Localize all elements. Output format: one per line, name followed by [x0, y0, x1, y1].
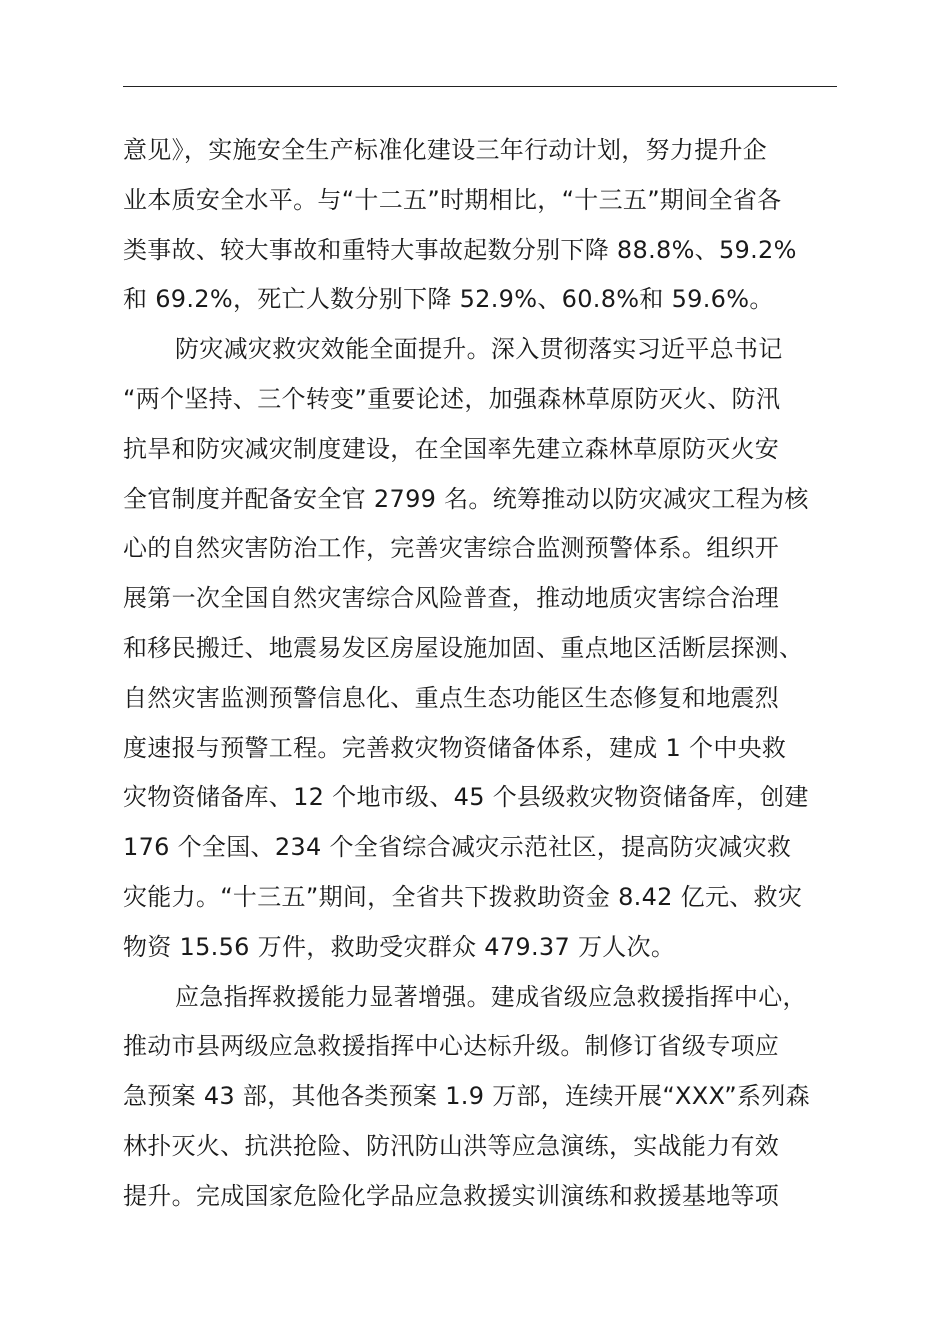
paragraph-safety-standard — [123, 126, 837, 325]
text-line: 心的自然灾害防治工作，完善灾害综合监测预警体系。组织开 — [123, 534, 780, 563]
text-line: 防灾减灾救灾效能全面提升。深入贯彻落实习近平总书记 — [175, 335, 783, 364]
text-line: 应急指挥救援能力显著增强。建成省级应急救援指挥中心， — [175, 982, 807, 1011]
text-line: 度速报与预警工程。完善救灾物资储备体系，建成 1 个中央救 — [123, 733, 787, 762]
text-line: 176 个全国、234 个全省综合减灾示范社区，提高防灾减灾救 — [123, 833, 792, 862]
text-line: 灾物资储备库、12 个地市级、45 个县级救灾物资储备库，创建 — [123, 783, 809, 812]
text-line: 意见》，实施安全生产标准化建设三年行动计划，努力提升企 — [123, 136, 768, 164]
header-rule — [123, 86, 837, 87]
text-line: 业本质安全水平。与“十二五”时期相比，“十三五”期间全省各 — [123, 185, 782, 214]
paragraph-disaster-prevention — [123, 325, 837, 972]
text-line: “两个坚持、三个转变”重要论述，加强森林草原防灭火、防汛 — [123, 384, 781, 413]
text-line: 物资 15.56 万件，救助受灾群众 479.37 万人次。 — [123, 932, 676, 961]
text-line: 和移民搬迁、地震易发区房屋设施加固、重点地区活断层探测、 — [123, 633, 804, 662]
text-line: 抗旱和防灾减灾制度建设，在全国率先建立森林草原防灭火安 — [123, 434, 780, 463]
text-line: 提升。完成国家危险化学品应急救援实训演练和救援基地等项 — [123, 1181, 780, 1210]
text-line: 全官制度并配备安全官 2799 名。统筹推动以防灾减灾工程为核 — [123, 484, 809, 513]
text-line: 推动市县两级应急救援指挥中心达标升级。制修订省级专项应 — [123, 1032, 780, 1061]
text-line: 灾能力。“十三五”期间，全省共下拨救助资金 8.42 亿元、救灾 — [123, 882, 803, 911]
text-line: 展第一次全国自然灾害综合风险普查，推动地质灾害综合治理 — [123, 584, 780, 613]
text-line: 和 69.2%，死亡人数分别下降 52.9%、60.8%和 59.6%。 — [123, 285, 774, 314]
text-line: 急预案 43 部，其他各类预案 1.9 万部，连续开展“XXX”系列森 — [123, 1082, 810, 1111]
document-body — [123, 126, 837, 1222]
paragraph-emergency-command — [123, 973, 837, 1222]
text-line: 类事故、较大事故和重特大事故起数分别下降 88.8%、59.2% — [123, 235, 797, 264]
text-line: 林扑灭火、抗洪抢险、防汛防山洪等应急演练，实战能力有效 — [123, 1131, 780, 1160]
text-line: 自然灾害监测预警信息化、重点生态功能区生态修复和地震烈 — [123, 683, 780, 712]
